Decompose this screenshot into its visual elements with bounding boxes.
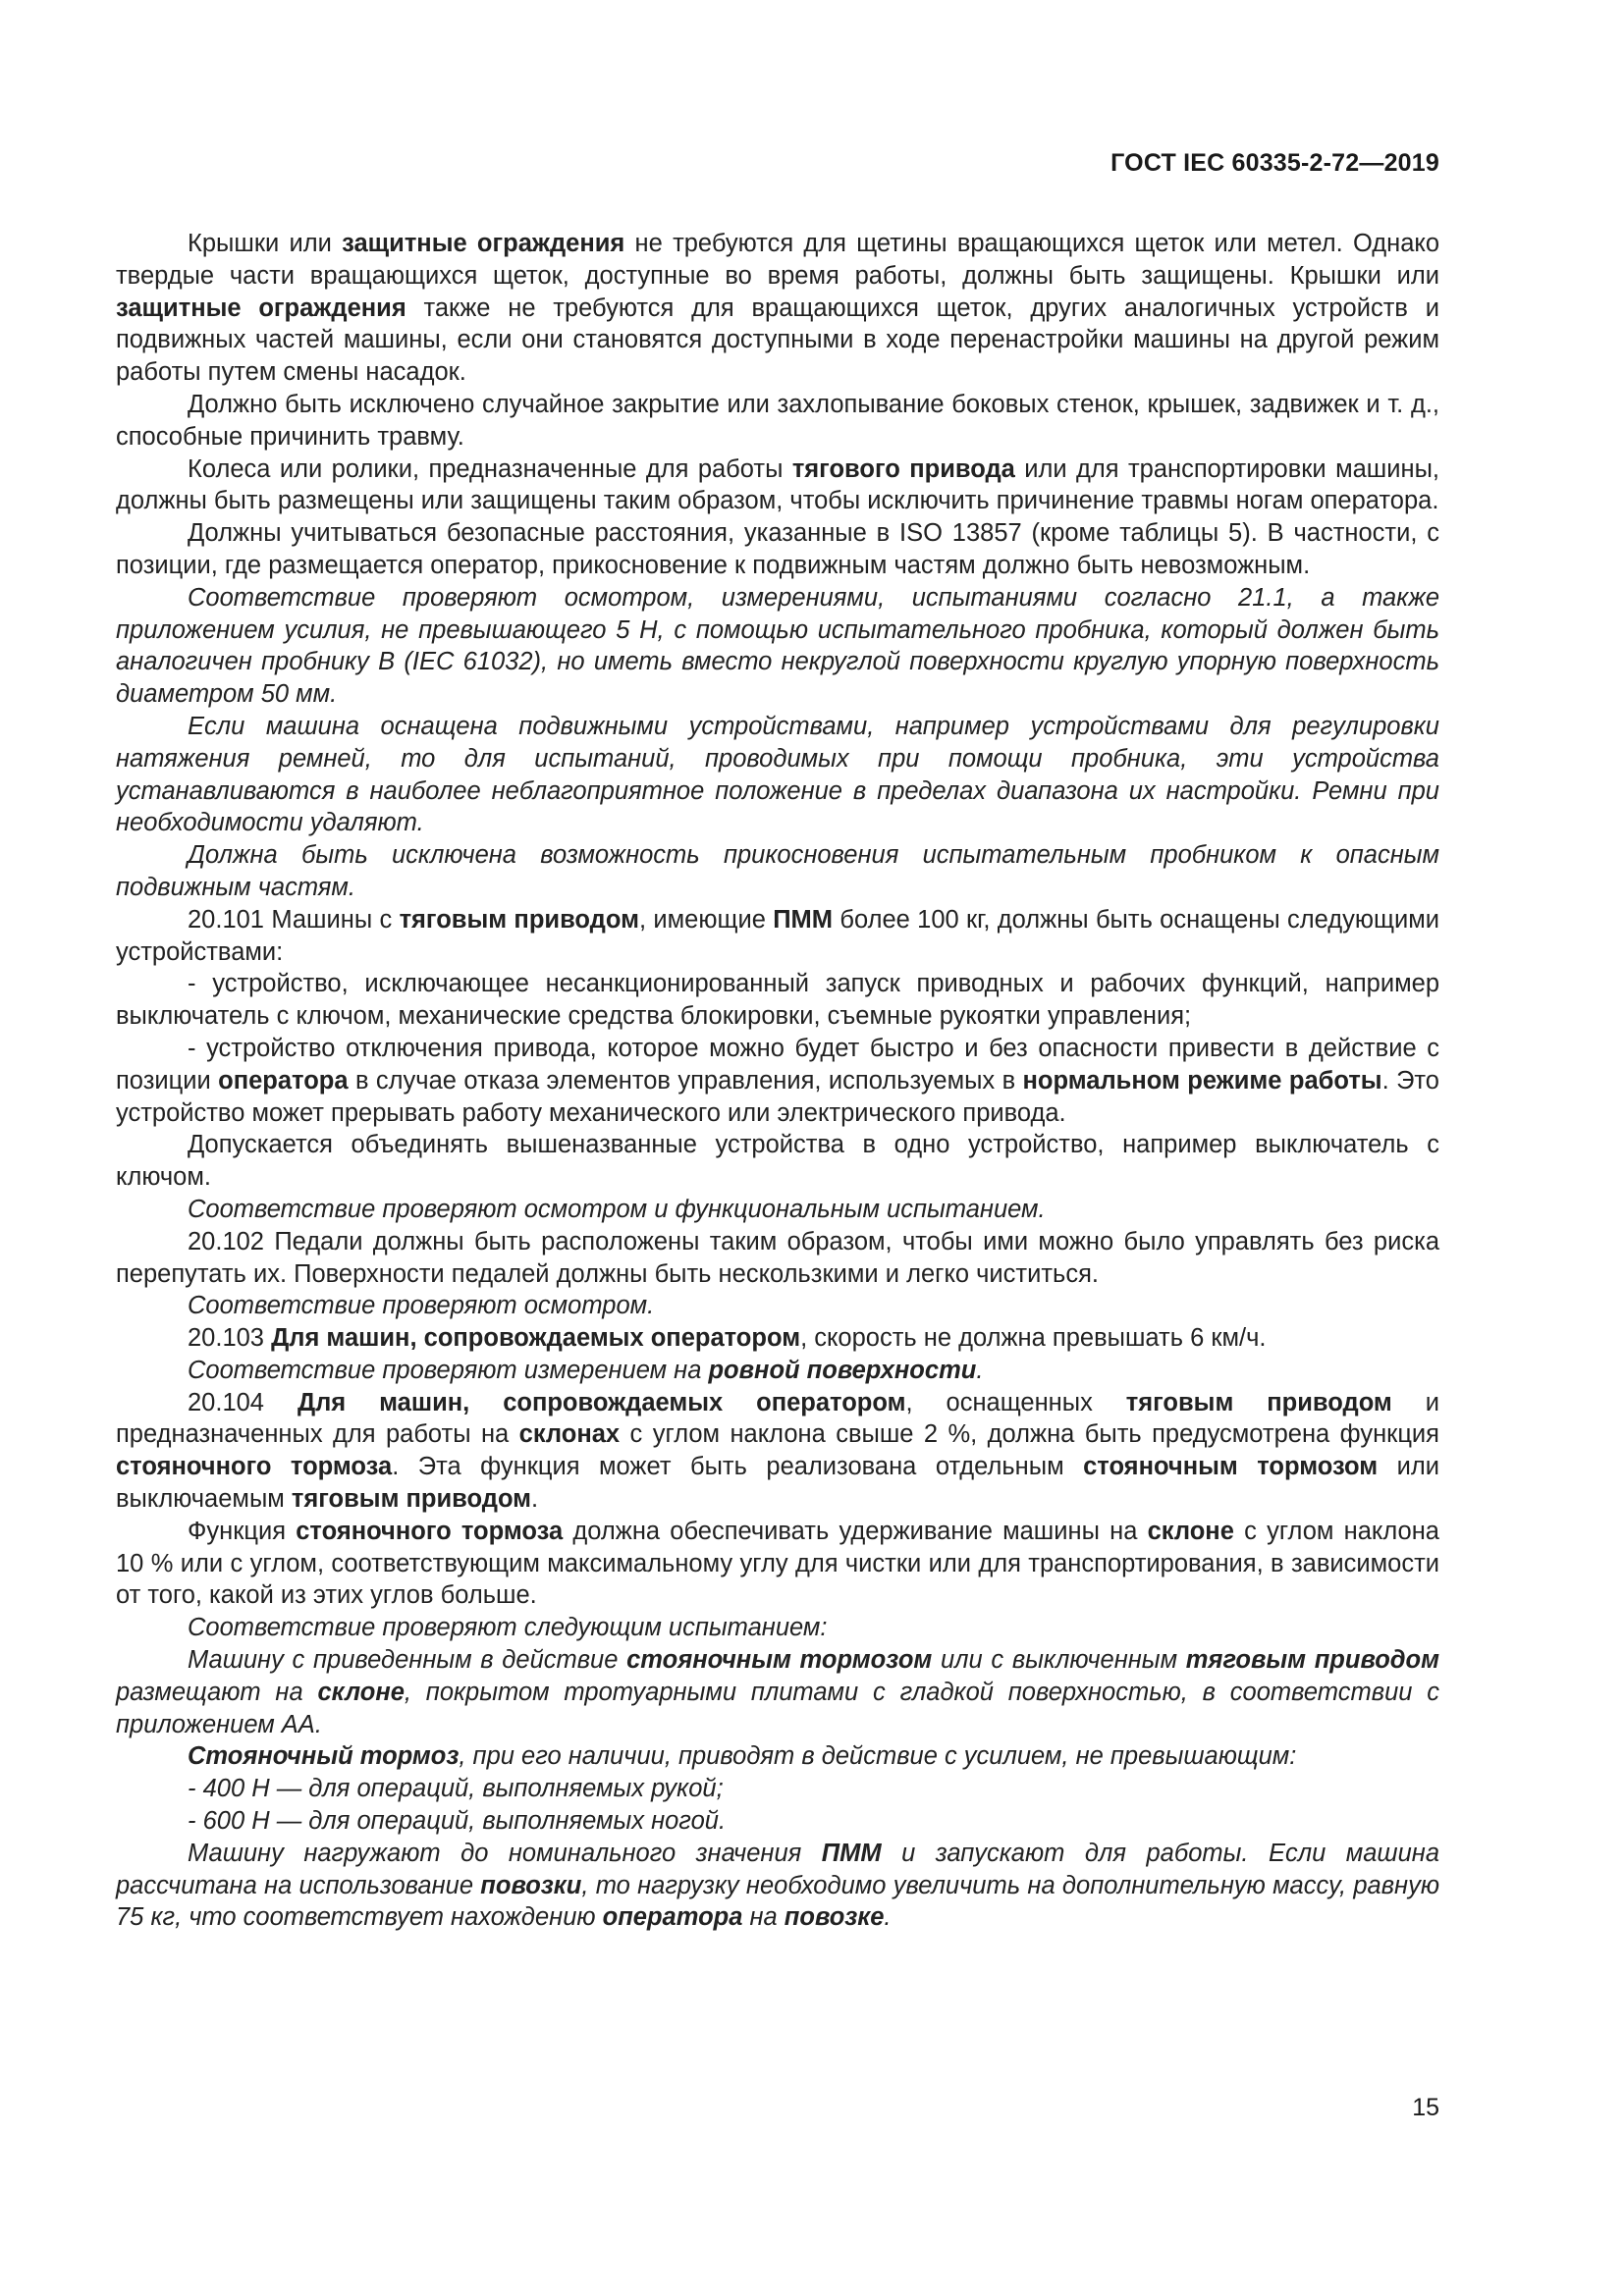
text-run: или выключаемым [116,1453,1439,1514]
text-run: - 600 Н — для операций, выполняемых ногой. [188,1807,727,1836]
text-run: Функция [188,1517,297,1545]
text-run: на [742,1903,785,1932]
text-run: - 400 Н — для операций, выполняемых рукой; [188,1775,724,1803]
text-run: Соответствие проверяют следующим испытанием: [188,1614,828,1642]
paragraph [116,389,1439,454]
bold-term: нормальном режиме работы [1022,1066,1382,1095]
paragraph [116,1355,1439,1387]
bold-term: склоне [317,1678,405,1706]
bold-term: стояночным тормозом [626,1646,933,1675]
bold-term: ПММ [821,1839,882,1867]
text-run: размещают на [116,1678,318,1706]
paragraph [116,1612,1439,1644]
bold-term: оператора [218,1066,349,1095]
bold-term: тягового привода [791,454,1015,483]
text-run: не требуются для щетины вращающихся щеток или метел. Однако твердые части вращающихся щеток, доступные во время работы, должны быть защищены. Крышки или [116,230,1440,290]
paragraph [116,1805,1439,1838]
text-run: Соответствие проверяют измерением на [188,1356,709,1384]
paragraph [116,1838,1439,1934]
page-number: 15 [1412,2094,1439,2121]
text-run: Если машина оснащена подвижными устройствами, например устройствами для регулировки натяжения ремней, то для испытаний, проводимых при помощи пробника, эти устройства устанавливаются в наиболее неблагоприятное положение в пределах диапазона их настройки. Ремни при необходимости удаляют. [116,712,1439,837]
bold-term: оператора [602,1903,743,1932]
paragraph [116,1644,1439,1740]
text-run: в случае отказа элементов управления, используемых в [348,1066,1023,1095]
text-run: должна обеспечивать удерживание машины на [563,1517,1148,1545]
text-run: или с выключенным [932,1646,1186,1675]
paragraph [116,1290,1439,1322]
text-run: 20.104 [188,1388,298,1416]
text-run: Должны учитываться безопасные расстояния, указанные в ISO 13857 (кроме таблицы 5). В частности, с позиции, где размещается оператор, прикосновение к подвижным частям должно быть невозможным. [116,519,1439,579]
paragraph [116,454,1439,518]
text-run: Машину с приведенным в действие [188,1646,627,1675]
text-run: Машину нагружают до номинального значения [188,1839,822,1867]
text-run: Колеса или ролики, предназначенные для работы [188,454,792,483]
bold-term: Стояночный тормоз [188,1742,460,1771]
text-run: Крышки или [188,230,343,257]
text-run: , покрытом тротуарными плитами с гладкой поверхностью, в соответствии с приложением АА. [116,1678,1439,1738]
paragraph [116,1516,1439,1612]
paragraph [116,968,1439,1033]
paragraph [116,1226,1439,1291]
paragraph [116,1322,1439,1355]
text-run: , то нагрузку необходимо увеличить на дополнительную массу, равную 75 кг, что соответствует нахождению [116,1871,1440,1932]
text-run: . Это устройство может прерывать работу механического или электрического привода. [116,1066,1439,1127]
bold-term: защитные ограждения [116,294,406,322]
text-run: . Эта функция может быть реализована отдельным [392,1453,1084,1481]
bold-term: защитные ограждения [342,230,625,257]
text-run: , при его наличии, приводят в действие с усилием, не превышающим: [459,1742,1297,1771]
text-run: - устройство, исключающее несанкционированный запуск приводных и рабочих функций, например выключатель с ключом, механические средства блокировки, съемные рукоятки управления; [116,970,1439,1031]
bold-term: стояночным тормозом [1083,1453,1379,1481]
text-run: и предназначенных для работы на [116,1388,1439,1449]
paragraph [116,1773,1439,1805]
paragraph [116,1740,1439,1773]
bold-term: стояночного тормоза [296,1517,564,1545]
text-run: Соответствие проверяют осмотром и функциональным испытанием. [188,1195,1046,1223]
text-run: с углом наклона 10 % или с углом, соответствующим максимальному углу для чистки или для транспортирования, в зависимости от того, какой из этих углов больше. [116,1517,1439,1610]
text-run: или для транспортировки машины, должны быть размещены или защищены таким образом, чтобы исключить причинение травмы ногам оператора. [116,454,1439,515]
paragraph [116,582,1439,711]
paragraph [116,1129,1439,1194]
document-body [116,228,1439,1934]
bold-term: повозке [784,1903,885,1932]
bold-term: Для машин, сопровождаемых оператором [297,1388,906,1416]
text-run: 20.103 [188,1324,272,1353]
bold-term: стояночного тормоза [116,1453,393,1481]
bold-term: тяговым приводом [399,905,639,934]
bold-term: тяговым приводом [1185,1646,1440,1675]
text-run: Должна быть исключена возможность прикосновения испытательным пробником к опасным подвижным частям. [116,841,1439,901]
paragraph [116,1387,1439,1516]
text-run: , скорость не должна превышать 6 км/ч. [800,1324,1267,1353]
paragraph [116,839,1439,904]
text-run: , оснащенных [905,1388,1126,1416]
bold-term: склоне [1147,1517,1234,1545]
text-run: 20.101 Машины с [188,905,400,934]
text-run: также не требуются для вращающихся щеток, других аналогичных устройств и подвижных частей машины, если они становятся доступными в ходе перенастройки машины на другой режим работы путем смены насадок. [116,294,1439,387]
text-run: Должно быть исключено случайное закрытие или захлопывание боковых стенок, крышек, задвижек и т. д., способные причинить травму. [116,390,1439,451]
paragraph [116,904,1439,969]
text-run: Соответствие проверяют осмотром. [188,1292,655,1320]
bold-term: ПММ [773,905,834,934]
text-run: - устройство отключения привода, которое можно будет быстро и без опасности привести в действие с позиции [116,1034,1439,1095]
paragraph [116,517,1439,582]
text-run: . [884,1903,892,1932]
bold-term: Для машин, сопровождаемых оператором [271,1324,801,1353]
standard-code-header: ГОСТ IEC 60335-2-72—2019 [1110,149,1439,177]
text-run: более 100 кг, должны быть оснащены следующими устройствами: [116,905,1439,966]
bold-term: склонах [518,1420,621,1449]
bold-term: повозки [480,1871,582,1899]
text-run: . [531,1485,539,1514]
text-run: 20.102 Педали должны быть расположены таким образом, чтобы ими можно было управлять без риска перепутать их. Поверхности педалей должны быть нескользкими и легко чиститься. [116,1227,1439,1288]
text-run: с углом наклона свыше 2 %, должна быть предусмотрена функция [620,1420,1439,1449]
paragraph [116,1033,1439,1129]
text-run: и запускают для работы. Если машина рассчитана на использование [116,1839,1439,1899]
bold-term: ровной поверхности [708,1356,977,1384]
bold-term: тяговым приводом [1125,1388,1392,1416]
paragraph [116,228,1439,389]
text-run: . [976,1356,984,1384]
text-run: Допускается объединять вышеназванные устройства в одно устройство, например выключатель с ключом. [116,1131,1439,1192]
paragraph [116,1194,1439,1226]
text-run: Соответствие проверяют осмотром, измерениями, испытаниями согласно 21.1, а также приложением усилия, не превышающего 5 Н, с помощью испытательного пробника, который должен быть аналогичен пробнику В (IEC 61032), но иметь вместо некруглой поверхности круглую упорную поверхность диаметром 50 мм. [116,583,1439,709]
text-run: , имеющие [638,905,774,934]
paragraph [116,711,1439,839]
bold-term: тяговым приводом [291,1485,532,1514]
